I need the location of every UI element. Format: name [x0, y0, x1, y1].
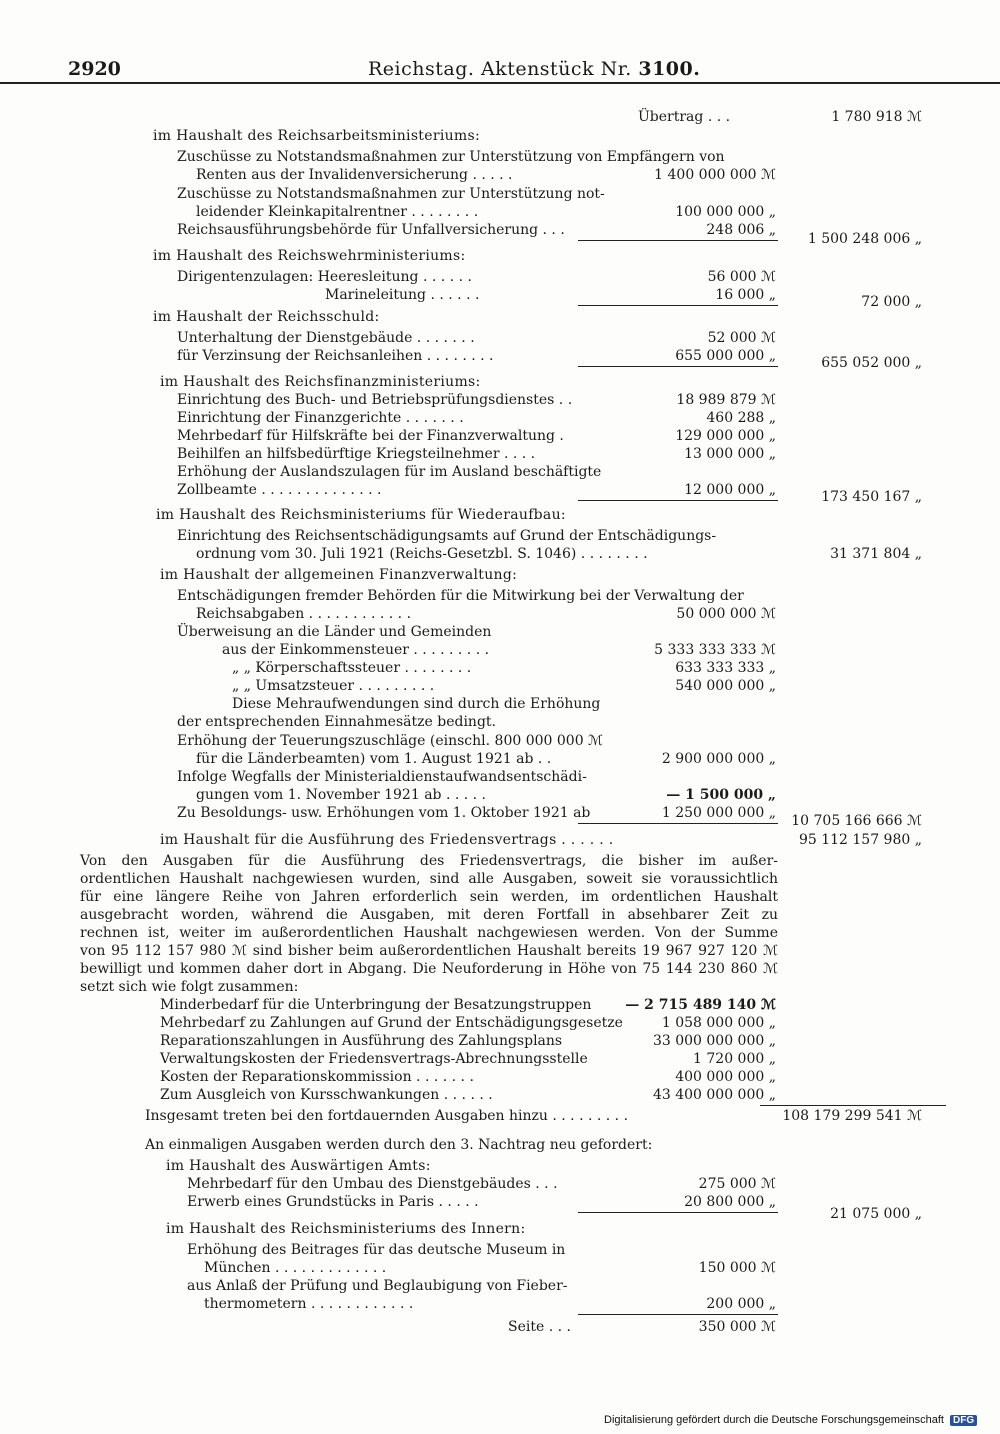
line-text: Minderbedarf für die Unterbringung der Besatzungstruppen: [160, 997, 592, 1013]
uebertrag-line: [0, 108, 1000, 126]
budget-line: [0, 1086, 1000, 1104]
budget-line: [0, 1032, 1000, 1050]
section-total: 1 500 248 006 „: [807, 231, 922, 247]
amount: 1 400 000 000 ℳ: [654, 167, 776, 183]
grand-total-rule: [760, 1105, 946, 1106]
line-text: Renten aus der Invalidenversicherung . . . . .: [196, 167, 513, 183]
budget-line: [0, 587, 1000, 605]
section-total-line: [0, 812, 1000, 830]
section-title-fv: im Haushalt für die Ausführung des Friedensvertrags . . . . . .: [160, 832, 614, 848]
section-title-ram: im Haushalt des Reichsarbeitsministeriums:: [153, 128, 480, 144]
line-text: aus der Einkommensteuer . . . . . . . . .: [222, 642, 490, 658]
line-text: Entschädigungen fremder Behörden für die Mitwirkung bei der Verwaltung der: [177, 588, 744, 604]
amount: 633 333 333 „: [675, 660, 776, 676]
section-total: 655 052 000 „: [821, 355, 922, 371]
note-line: [0, 695, 1000, 713]
line-text: Dirigentenzulagen: Heeresleitung . . . . . .: [177, 269, 472, 285]
amount: 52 000 ℳ: [707, 330, 776, 346]
amount: — 1 500 000 „: [666, 787, 776, 803]
amount: 129 000 000 „: [675, 428, 776, 444]
amount: 150 000 ℳ: [698, 1260, 776, 1276]
budget-line: [0, 1277, 1000, 1295]
line-text: leidender Kleinkapitalrentner . . . . . . . .: [196, 204, 479, 220]
section-total: 72 000 „: [861, 294, 922, 310]
budget-line: [0, 329, 1000, 347]
paragraph-line: setzt sich wie folgt zusammen:: [80, 979, 299, 995]
section-title-aa: im Haushalt des Auswärtigen Amts:: [166, 1158, 431, 1174]
budget-line: [0, 409, 1000, 427]
line-text: thermometern . . . . . . . . . . . .: [204, 1296, 414, 1312]
budget-line: [0, 268, 1000, 286]
line-text: „ „ Umsatzsteuer . . . . . . . . .: [232, 678, 435, 694]
amount: 16 000 „: [715, 287, 776, 303]
budget-line: [0, 185, 1000, 203]
line-text: Einrichtung des Buch- und Betriebsprüfungsdienstes . .: [177, 392, 573, 408]
section-title-afv: im Haushalt der allgemeinen Finanzverwaltung:: [160, 567, 518, 583]
budget-line: [0, 166, 1000, 184]
dfg-logo: DFG: [950, 1415, 977, 1426]
section-title-rmi: im Haushalt des Reichsministeriums des Innern:: [166, 1221, 526, 1237]
line-text: Zuschüsse zu Notstandsmaßnahmen zur Unterstützung von Empfängern von: [177, 149, 725, 165]
paragraph-line: bewilligt und kommen daher dort in Abgang. Die Neuforderung in Höhe von 75 144 230 860 ℳ: [80, 961, 778, 977]
line-text: Zollbeamte . . . . . . . . . . . . . .: [177, 482, 382, 498]
budget-line: [0, 463, 1000, 481]
section-total-line: [0, 354, 1000, 372]
section-heading: [0, 373, 1000, 391]
section-title-rs: im Haushalt der Reichsschuld:: [153, 309, 380, 325]
budget-line: [0, 623, 1000, 641]
page-header: [0, 56, 1000, 84]
budget-line: [0, 750, 1000, 768]
line-text: Einrichtung der Finanzgerichte . . . . . . .: [177, 410, 464, 426]
note-line: [0, 713, 1000, 731]
amount: 12 000 000 „: [684, 482, 776, 498]
line-text: München . . . . . . . . . . . . .: [204, 1260, 387, 1276]
amount: 18 989 879 ℳ: [676, 392, 776, 408]
paragraph-line: rechnen ist, weiter im außerordentlichen Haushalt nachgewiesen werden. Von der Summe: [80, 925, 778, 941]
line-text: Zum Ausgleich von Kursschwankungen . . . . . .: [160, 1087, 493, 1103]
line-text: ordnung vom 30. Juli 1921 (Reichs-Gesetzbl. S. 1046) . . . . . . . .: [196, 546, 648, 562]
section-title-rfm: im Haushalt des Reichsfinanzministeriums:: [160, 374, 481, 390]
line-text: Erwerb eines Grundstücks in Paris . . . . .: [187, 1194, 479, 1210]
line-text: Zuschüsse zu Notstandsmaßnahmen zur Unterstützung not-: [177, 186, 605, 202]
section-total: 21 075 000 „: [830, 1206, 922, 1222]
budget-line: [0, 732, 1000, 750]
grand-total-label: Insgesamt treten bei den fortdauernden Ausgaben hinzu . . . . . . . . .: [145, 1108, 629, 1124]
running-title: [368, 58, 700, 80]
page-sum-line: [0, 1318, 1000, 1336]
amount: 460 288 „: [706, 410, 776, 426]
amount: 248 006 „: [706, 222, 776, 238]
line-text: Mehrbedarf für Hilfskräfte bei der Finanzverwaltung .: [177, 428, 564, 444]
budget-line: [0, 641, 1000, 659]
budget-line: [0, 527, 1000, 545]
line-text: Mehrbedarf zu Zahlungen auf Grund der Entschädigungsgesetze: [160, 1015, 623, 1031]
amount: 13 000 000 „: [684, 446, 776, 462]
credit-text: Digitalisierung gefördert durch die Deutsche Forschungsgemeinschaft: [604, 1414, 944, 1426]
amount: 275 000 ℳ: [698, 1176, 776, 1192]
section-total: 173 450 167 „: [821, 489, 922, 505]
section-title-rwm: im Haushalt des Reichswehrministeriums:: [153, 248, 466, 264]
line-text: gungen vom 1. November 1921 ab . . . . .: [196, 787, 487, 803]
line-text: Mehrbedarf für den Umbau des Dienstgebäudes . . .: [187, 1176, 558, 1192]
line-text: Erhöhung des Beitrages für das deutsche Museum in: [187, 1242, 566, 1258]
amount: 50 000 000 ℳ: [676, 606, 776, 622]
section-total-line: [0, 230, 1000, 248]
budget-line: [0, 659, 1000, 677]
amount: 1 720 000 „: [693, 1051, 776, 1067]
line-text: „ „ Körperschaftssteuer . . . . . . . .: [232, 660, 472, 676]
budget-line: [0, 445, 1000, 463]
line-text: Verwaltungskosten der Friedensvertrags-Abrechnungsstelle: [160, 1051, 588, 1067]
section-heading: [0, 566, 1000, 584]
amount: 100 000 000 „: [675, 204, 776, 220]
line-text: Überweisung an die Länder und Gemeinden: [177, 624, 492, 640]
budget-line: [0, 786, 1000, 804]
grand-total-line: [0, 1107, 1000, 1125]
section-total: 31 371 804 „: [830, 546, 922, 562]
budget-line: [0, 1295, 1000, 1313]
section-heading: [0, 308, 1000, 326]
section-heading: [0, 506, 1000, 524]
line-text: für die Länderbeamten) vom 1. August 1921 ab . .: [196, 751, 552, 767]
line-text: Reichsausführungsbehörde für Unfallversicherung . . .: [177, 222, 565, 238]
amount: 33 000 000 000 „: [652, 1033, 776, 1049]
amount: 200 000 „: [706, 1296, 776, 1312]
line-text: Diese Mehraufwendungen sind durch die Erhöhung: [232, 696, 601, 712]
amount: 1 058 000 000 „: [661, 1015, 776, 1031]
budget-line: [0, 1050, 1000, 1068]
budget-line: [0, 1241, 1000, 1259]
document-number: 3100.: [638, 58, 701, 80]
budget-line: [0, 1068, 1000, 1086]
section-heading: [0, 1157, 1000, 1175]
page-sum: 350 000 ℳ: [698, 1319, 776, 1335]
subtotal-rule: [578, 1314, 778, 1315]
line-text: Reichsabgaben . . . . . . . . . . . .: [196, 606, 412, 622]
amount: 20 800 000 „: [684, 1194, 776, 1210]
line-text: Reparationszahlungen in Ausführung des Zahlungsplans: [160, 1033, 563, 1049]
amount: 43 400 000 000 „: [652, 1087, 776, 1103]
line-text: Kosten der Reparationskommission . . . . . . .: [160, 1069, 474, 1085]
section-total: 10 705 166 666 ℳ: [791, 813, 922, 829]
paragraph-line: von 95 112 157 980 ℳ sind bisher beim außerordentlichen Haushalt bereits 19 967 927 120 ℳ: [80, 943, 778, 959]
line-text: Erhöhung der Auslandszulagen für im Ausland beschäftigte: [177, 464, 602, 480]
section-intro: [0, 1136, 1000, 1154]
einmalig-label: An einmaligen Ausgaben werden durch den 3. Nachtrag neu gefordert:: [145, 1137, 653, 1153]
line-text: Unterhaltung der Dienstgebäude . . . . . . .: [177, 330, 475, 346]
line-text: für Verzinsung der Reichsanleihen . . . . . . . .: [177, 348, 494, 364]
budget-line: [0, 203, 1000, 221]
page-number: 2920: [68, 58, 121, 80]
line-text: Erhöhung der Teuerungszuschläge (einschl. 800 000 000 ℳ: [177, 733, 604, 749]
grand-total: 108 179 299 541 ℳ: [782, 1108, 922, 1124]
line-text: Infolge Wegfalls der Ministerialdienstaufwandsentschädi-: [177, 769, 587, 785]
amount: 400 000 000 „: [675, 1069, 776, 1085]
budget-line: [0, 1014, 1000, 1032]
budget-line: [0, 427, 1000, 445]
line-text: Marineleitung . . . . . .: [325, 287, 480, 303]
uebertrag-label: Übertrag . . .: [638, 109, 731, 125]
paragraph-line: ausgebracht worden, während die Ausgaben, mit deren Fortfall in absehbarer Zeit zu: [80, 907, 778, 923]
amount: 56 000 ℳ: [707, 269, 776, 285]
amount: 5 333 333 333 ℳ: [654, 642, 776, 658]
digitization-credit: [604, 1414, 977, 1426]
amount: 1 250 000 000 „: [661, 805, 776, 821]
amount: 2 900 000 000 „: [661, 751, 776, 767]
line-text: Einrichtung des Reichsentschädigungsamts auf Grund der Entschädigungs-: [177, 528, 717, 544]
paragraph-line: für eine längere Reihe von Jahren erforderlich sein werden, im ordentlichen Haushalt: [80, 889, 778, 905]
line-text: der entsprechenden Einnahmesätze bedingt.: [177, 714, 496, 730]
seite-label: Seite . . .: [508, 1319, 571, 1335]
running-title-text: Reichstag. Aktenstück Nr.: [368, 58, 632, 80]
budget-line: [0, 1175, 1000, 1193]
amount: — 2 715 489 140 ℳ: [625, 997, 776, 1013]
line-text: aus Anlaß der Prüfung und Beglaubigung von Fieber-: [187, 1278, 568, 1294]
section-total: 95 112 157 980 „: [798, 832, 922, 848]
line-text: Beihilfen an hilfsbedürftige Kriegsteilnehmer . . . .: [177, 446, 536, 462]
section-heading: [0, 1220, 1000, 1238]
budget-line: [0, 1259, 1000, 1277]
budget-line: [0, 545, 1000, 563]
amount: 540 000 000 „: [675, 678, 776, 694]
uebertrag-total: 1 780 918 ℳ: [831, 109, 922, 125]
budget-line: [0, 605, 1000, 623]
section-heading: [0, 831, 1000, 849]
section-title-rwa: im Haushalt des Reichsministeriums für Wiederaufbau:: [156, 507, 566, 523]
line-text: Zu Besoldungs- usw. Erhöhungen vom 1. Oktober 1921 ab: [177, 805, 591, 821]
budget-line: [0, 391, 1000, 409]
budget-line: [0, 677, 1000, 695]
budget-line: [0, 148, 1000, 166]
section-heading: [0, 127, 1000, 145]
budget-line: [0, 768, 1000, 786]
section-heading: [0, 247, 1000, 265]
paragraph-line: Von den Ausgaben für die Ausführung des Friedensvertrags, die bisher im außer-: [80, 853, 778, 869]
section-total-line: [0, 488, 1000, 506]
paragraph-line: ordentlichen Haushalt nachgewiesen wurden, sind alle Ausgaben, soweit sie voraussichtlich: [80, 871, 778, 887]
budget-line: [0, 996, 1000, 1014]
amount: 655 000 000 „: [675, 348, 776, 364]
